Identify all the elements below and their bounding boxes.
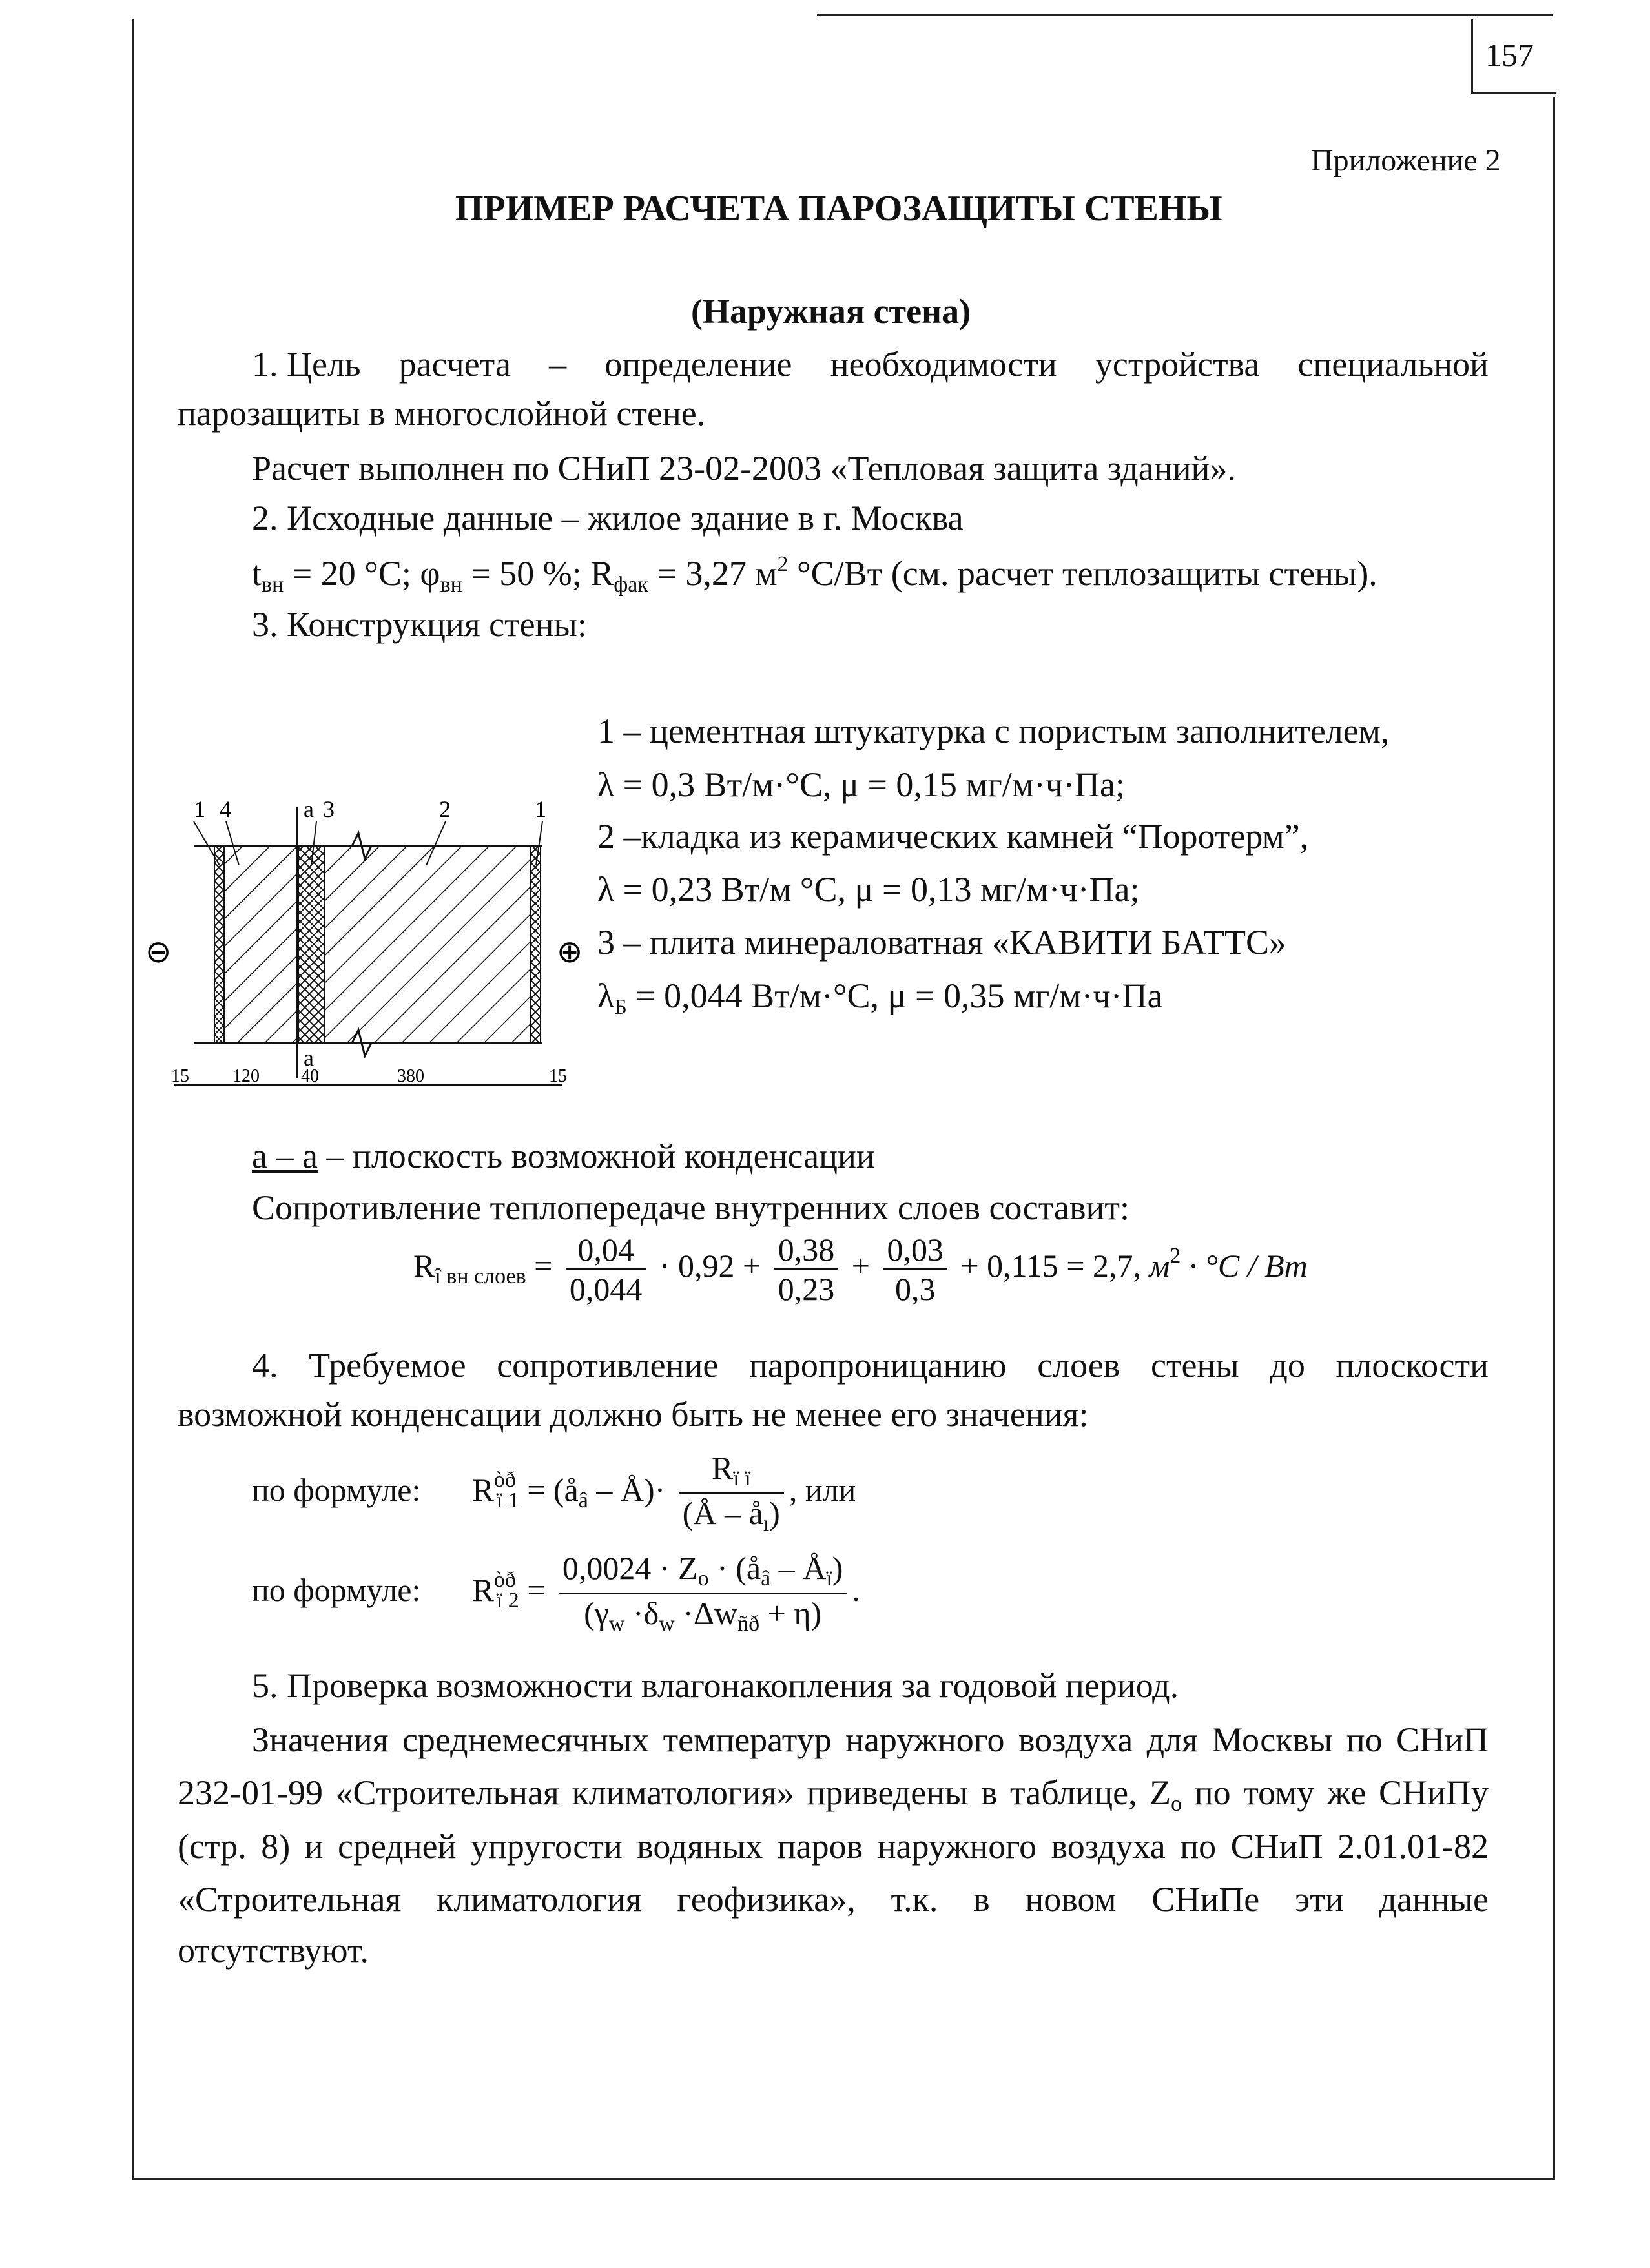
values-line-1: Значения среднемесячных температур наружного воздуха для Москвы по СНиП <box>252 1720 1489 1759</box>
formula-required-resistance-2: по формуле: $R^{òð}_{ï 2}$ = $\frac{0,0024 \cdot Z_o \cdot (å_â - Å_ï)}{(\gamma_w \cdot\delta_w \cdot\Delta w_{ñð} + \eta)}$ . <box>252 1550 860 1636</box>
plus-side-icon: ⊕ <box>557 934 583 970</box>
mark-a-bottom: а <box>304 1045 314 1071</box>
top-label-2: 2 <box>439 796 451 822</box>
dim-label-15-right: 15 <box>549 1066 567 1086</box>
top-label-1-right: 1 <box>535 796 546 822</box>
values-line-3: (стр. 8) и средней упругости водяных паров наружного воздуха по СНиП 2.01.01-82 <box>178 1827 1489 1866</box>
plane-note: а – а – плоскость возможной конденсации <box>252 1137 875 1175</box>
top-label-4: 4 <box>220 796 231 822</box>
frame-left-line <box>132 19 134 2180</box>
frame-top-line <box>817 14 1553 16</box>
para-calc-basis: Расчет выполнен по СНиП 23-02-2003 «Тепловая защита зданий». <box>252 449 1236 488</box>
para-1-line-2: парозащиты в многослойной стене. <box>178 394 706 433</box>
layer-3-props: $\lambda_Б = 0,044$ Вт/м·°С, μ = 0,35 мг/м·ч·Па <box>597 976 1163 1019</box>
top-label-3: 3 <box>323 796 335 822</box>
wall-section-diagram <box>142 781 594 1098</box>
para-2: 2. Исходные данные – жилое здание в г. Москва <box>252 499 964 537</box>
para-3: 3. Конструкция стены: <box>252 605 587 644</box>
page-subtitle: (Наружная стена) <box>691 292 971 331</box>
layer-1-props: λ = 0,3 Вт/м·°С, μ = 0,15 мг/м·ч·Па; <box>597 765 1126 804</box>
frame-right-line <box>1553 97 1555 2180</box>
values-line-2: 232-01-99 «Строительная климатология» приведены в таблице, $Z_o$ по тому же СНиПу <box>178 1773 1489 1816</box>
layer-plaster-inner <box>214 846 224 1043</box>
dim-label-40: 40 <box>301 1066 319 1086</box>
leader-1 <box>194 821 220 865</box>
para-resistance: Сопротивление теплопередаче внутренних слоев составит: <box>252 1188 1129 1227</box>
page-title: ПРИМЕР РАСЧЕТА ПАРОЗАЩИТЫ СТЕНЫ <box>455 189 1222 229</box>
dim-label-15-left: 15 <box>171 1066 189 1086</box>
para-4-line-1: 4. Требуемое сопротивление паропроницанию слоев стены до плоскости <box>252 1346 1489 1385</box>
top-label-a: а <box>304 796 314 822</box>
layer-masonry-inner <box>224 846 298 1043</box>
para-1-line-1: 1. Цель расчета – определение необходимости устройства специальной <box>252 345 1489 384</box>
layer-plaster-outer <box>531 846 541 1043</box>
values-line-5: отсутствуют. <box>178 1931 369 1970</box>
formula-required-resistance-1: по формуле: $R^{òð}_{ï 1}$ = ($å_â$ – Å)· $\frac{R_{ï ï}}{(Å - å_ı)}$ , или <box>252 1450 856 1536</box>
layer-2-desc: 2 –кладка из керамических камней “Поротерм”, <box>597 817 1309 856</box>
layer-2-props: λ = 0,23 Вт/м °С, μ = 0,13 мг/м·ч·Па; <box>597 870 1140 909</box>
params-line: $t_{вн} = 20$ °С; $\varphi_{вн} = 50$ %; $R_{фак} = 3,27$ $м^2$ °С/Вт (см. расчет теплозащиты стены). <box>252 552 1377 597</box>
top-label-1: 1 <box>194 796 205 822</box>
frame-bottom-line <box>132 2178 1555 2180</box>
layer-masonry-outer <box>324 846 531 1043</box>
para-5: 5. Проверка возможности влагонакопления за годовой период. <box>252 1666 1179 1705</box>
dim-label-120: 120 <box>232 1066 260 1086</box>
formula-inner-resistance: $R_{î вн слоев}$ = $\frac{0,04}{0,044}$ · 0,92 + $\frac{0,38}{0,23}$ + $\frac{0,03}{0,3}$ + 0,115 = 2,7, $м^2 \cdot ^\circ C / Bm$ <box>413 1232 1308 1307</box>
layer-3-desc: 3 – плита минераловатная «КАВИТИ БАТТС» <box>597 923 1287 962</box>
para-4-line-2: возможной конденсации должно быть не менее его значения: <box>178 1395 1089 1434</box>
appendix-label: Приложение 2 <box>1311 143 1501 178</box>
page-number: 157 <box>1485 37 1534 73</box>
values-line-4: «Строительная климатология геофизика», т.к. в новом СНиПе эти данные <box>178 1880 1489 1919</box>
layer-1-desc: 1 – цементная штукатурка с пористым заполнителем, <box>597 712 1390 750</box>
minus-side-icon: ⊖ <box>145 934 172 970</box>
layer-mineral-wool <box>298 846 324 1043</box>
dim-label-380: 380 <box>397 1066 424 1086</box>
